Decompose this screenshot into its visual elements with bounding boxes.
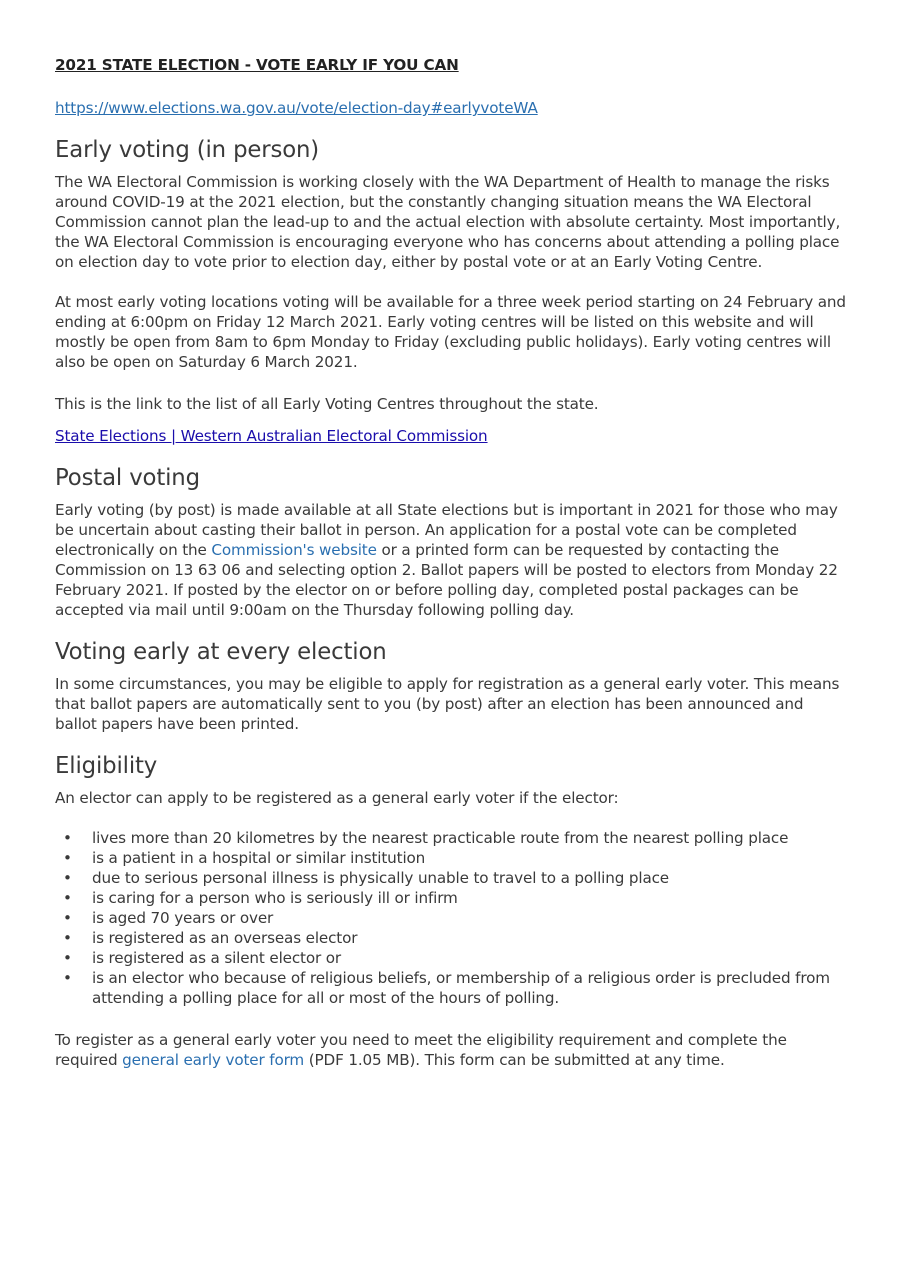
bullet-icon: •	[63, 909, 72, 927]
bullet-icon: •	[63, 929, 72, 947]
list-item	[55, 948, 849, 968]
postal-text-before: Early voting (by post) is made available at all State elections but is important in 2021 for those who may be uncertain about casting their ballot in person. An application for a postal vote can be completed electronically on the	[55, 501, 838, 559]
bullet-icon: •	[63, 949, 72, 967]
paragraph-link-intro: This is the link to the list of all Early Voting Centres throughout the state.	[55, 395, 599, 413]
paragraph-eligibility-intro: An elector can apply to be registered as a general early voter if the elector:	[55, 789, 619, 807]
general-early-voter-form-link[interactable]: general early voter form	[122, 1051, 305, 1069]
list-item-text: is aged 70 years or over	[92, 909, 274, 927]
list-item-text: is caring for a person who is seriously ill or infirm	[92, 889, 458, 907]
list-item-text: due to serious personal illness is physically unable to travel to a polling place	[92, 869, 669, 887]
paragraph-covid-commission: The WA Electoral Commission is working closely with the WA Department of Health to manage the risks around COVID-19 at the 2021 election, but the constantly changing situation means the WA Electoral Commission cannot plan the lead-up to and the actual election with absolute certainty. Most importantly, the WA Electoral Commission is encouraging everyone who has concerns about attending a polling place on election day to vote prior to election day, either by postal vote or at an Early Voting Centre.	[55, 173, 841, 271]
list-item	[55, 888, 849, 908]
paragraph-register	[55, 1030, 849, 1070]
heading-postal-voting: Postal voting	[55, 465, 200, 491]
election-day-url-link[interactable]: https://www.elections.wa.gov.au/vote/election-day#earlyvoteWA	[55, 99, 538, 117]
list-item-text: lives more than 20 kilometres by the nearest practicable route from the nearest polling place	[92, 829, 789, 847]
postal-text-after: or a printed form can be requested by contacting the Commission on 13 63 06 and selecting option 2. Ballot papers will be posted to electors from Monday 22 February 2021. If posted by the elector on or before polling day, completed postal packages can be accepted via mail until 9:00am on the Thursday following polling day.	[55, 541, 838, 619]
list-item	[55, 848, 849, 868]
page-title: 2021 STATE ELECTION - VOTE EARLY IF YOU CAN	[55, 56, 459, 74]
eligibility-list	[55, 828, 849, 1008]
heading-voting-early-every-election: Voting early at every election	[55, 639, 387, 665]
paragraph-general-early-voter: In some circumstances, you may be eligible to apply for registration as a general early voter. This means that ballot papers are automatically sent to you (by post) after an election has been announced and ballot papers have been printed.	[55, 675, 840, 733]
list-item-text: is registered as an overseas elector	[92, 929, 358, 947]
bullet-icon: •	[63, 969, 72, 987]
heading-eligibility: Eligibility	[55, 753, 158, 779]
list-item-text: is an elector who because of religious beliefs, or membership of a religious order is precluded from attending a polling place for all or most of the hours of polling.	[92, 969, 830, 1007]
paragraph-early-voting-period: At most early voting locations voting will be available for a three week period starting on 24 February and ending at 6:00pm on Friday 12 March 2021. Early voting centres will be listed on this website and will mostly be open from 8am to 6pm Monday to Friday (excluding public holidays). Early voting centres will also be open on Saturday 6 March 2021.	[55, 293, 846, 371]
list-item	[55, 908, 849, 928]
list-item	[55, 828, 849, 848]
list-item-text: is registered as a silent elector or	[92, 949, 342, 967]
paragraph-postal-voting	[55, 500, 849, 620]
bullet-icon: •	[63, 869, 72, 887]
list-item	[55, 968, 849, 1008]
bullet-icon: •	[63, 829, 72, 847]
bullet-icon: •	[63, 889, 72, 907]
list-item	[55, 868, 849, 888]
register-text-after: (PDF 1.05 MB). This form can be submitted at any time.	[304, 1051, 725, 1069]
list-item	[55, 928, 849, 948]
list-item-text: is a patient in a hospital or similar institution	[92, 849, 426, 867]
bullet-icon: •	[63, 849, 72, 867]
register-text-before: To register as a general early voter you need to meet the eligibility requirement and complete the required	[55, 1031, 787, 1069]
heading-early-voting-in-person: Early voting (in person)	[55, 137, 320, 163]
state-elections-link[interactable]: State Elections | Western Australian Electoral Commission	[55, 427, 488, 445]
commission-website-link[interactable]: Commission's website	[211, 541, 377, 559]
